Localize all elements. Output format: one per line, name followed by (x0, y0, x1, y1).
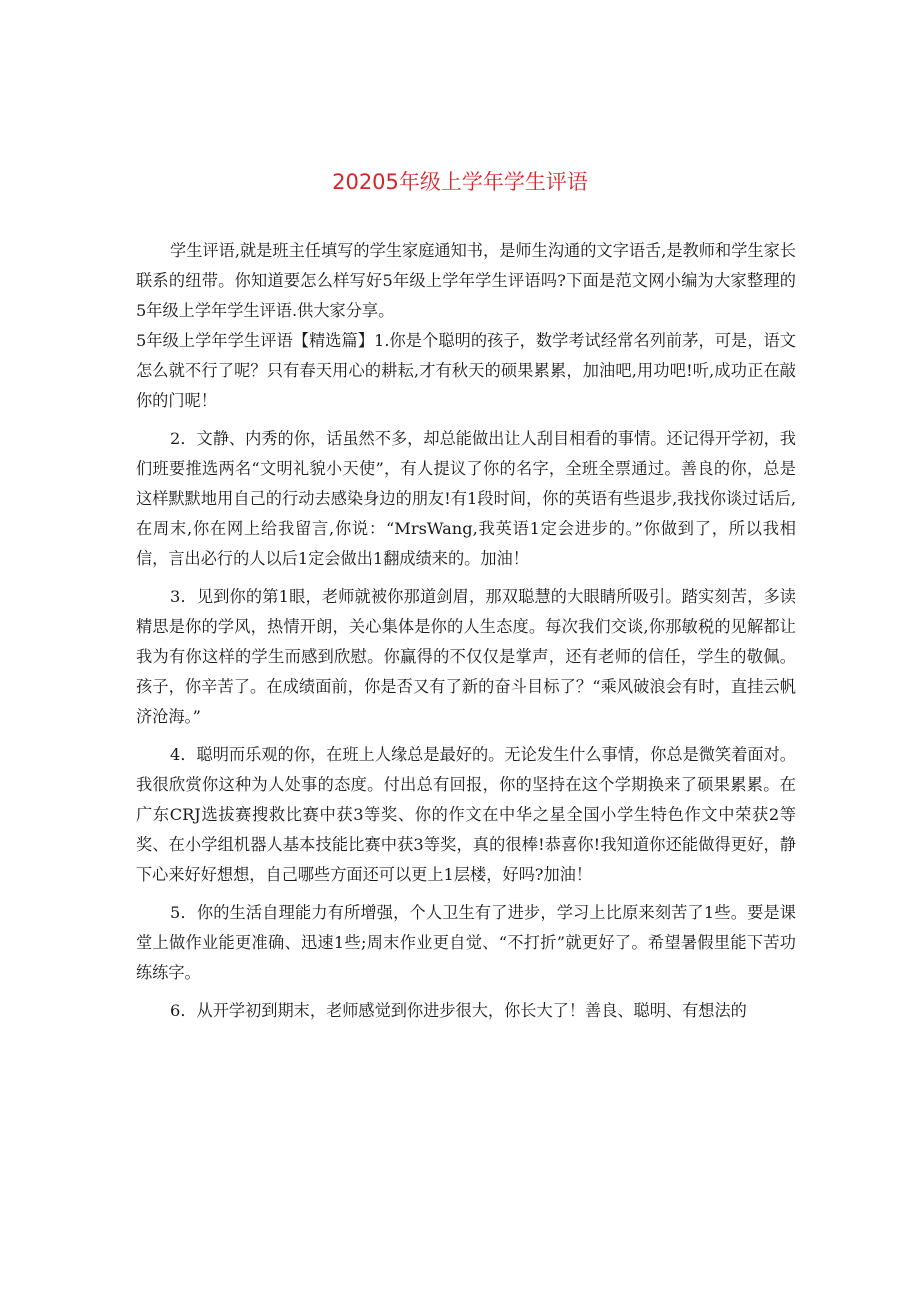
intro-paragraph: 学生评语,就是班主任填写的学生家庭通知书，是师生沟通的文字语舌,是教师和学生家长联系的纽带。你知道要怎么样写好5年级上学年学生评语吗?下面是范文网小编为大家整理的5年级上学年学生评语.供大家分享。 (136, 241, 796, 320)
paragraph-4: 4．聪明而乐观的你，在班上人缘总是最好的。无论发生什么事情，你总是微笑着面对。我很欣赏你这种为人处事的态度。付出总有回报，你的坚持在这个学期换来了硕果累累。在广东CRJ选拔赛搜救比赛中获3等奖、你的作文在中华之星全国小学生特色作文中荣获2等奖、在小学组机器人基本技能比赛中获3等奖，真的很棒!恭喜你!我知道你还能做得更好，静下心来好好想想，自己哪些方面还可以更上1层楼，好吗?加油！ (136, 745, 796, 884)
document-body (136, 236, 796, 1026)
paragraph-5: 5．你的生活自理能力有所增强，个人卫生有了进步，学习上比原来刻苦了1些。要是课堂上做作业能更准确、迅速1些;周末作业更自觉、“不打折”就更好了。希望暑假里能下苦功练练字。 (136, 903, 796, 982)
paragraph-1: 5年级上学年学生评语【精选篇】1.你是个聪明的孩子，数学考试经常名列前茅，可是，语文怎么就不行了呢？只有春天用心的耕耘,才有秋天的硕果累累，加油吧,用功吧!听,成功正在敲你的门呢！ (136, 331, 796, 410)
document-title: 20205年级上学年学生评语 (332, 170, 588, 194)
paragraph-6: 6．从开学初到期末，老师感觉到你进步很大，你长大了！善良、聪明、有想法的 (170, 1001, 747, 1020)
paragraph-2: 2．文静、内秀的你，话虽然不多，却总能做出让人刮目相看的事情。还记得开学初，我们班要推选两名“文明礼貌小天使”，有人提议了你的名字，全班全票通过。善良的你，总是这样默默地用自己的行动去感染身边的朋友!有1段时间，你的英语有些退步,我找你谈过话后,在周末,你在网上给我留言,你说：“MrsWang,我英语1定会进步的。”你做到了，所以我相信，言出必行的人以后1定会做出1翻成绩来的。加油！ (136, 429, 796, 568)
paragraph-3: 3．见到你的第1眼，老师就被你那道剑眉，那双聪慧的大眼睛所吸引。踏实刻苦，多读精思是你的学风，热情开朗，关心集体是你的人生态度。每次我们交谈,你那敏税的见解都让我为有你这样的学生而感到欣慰。你赢得的不仅仅是掌声，还有老师的信任，学生的敬佩。孩子，你辛苦了。在成绩面前，你是否又有了新的奋斗目标了？“乘风破浪会有时，直挂云帆济沧海。” (136, 587, 796, 726)
